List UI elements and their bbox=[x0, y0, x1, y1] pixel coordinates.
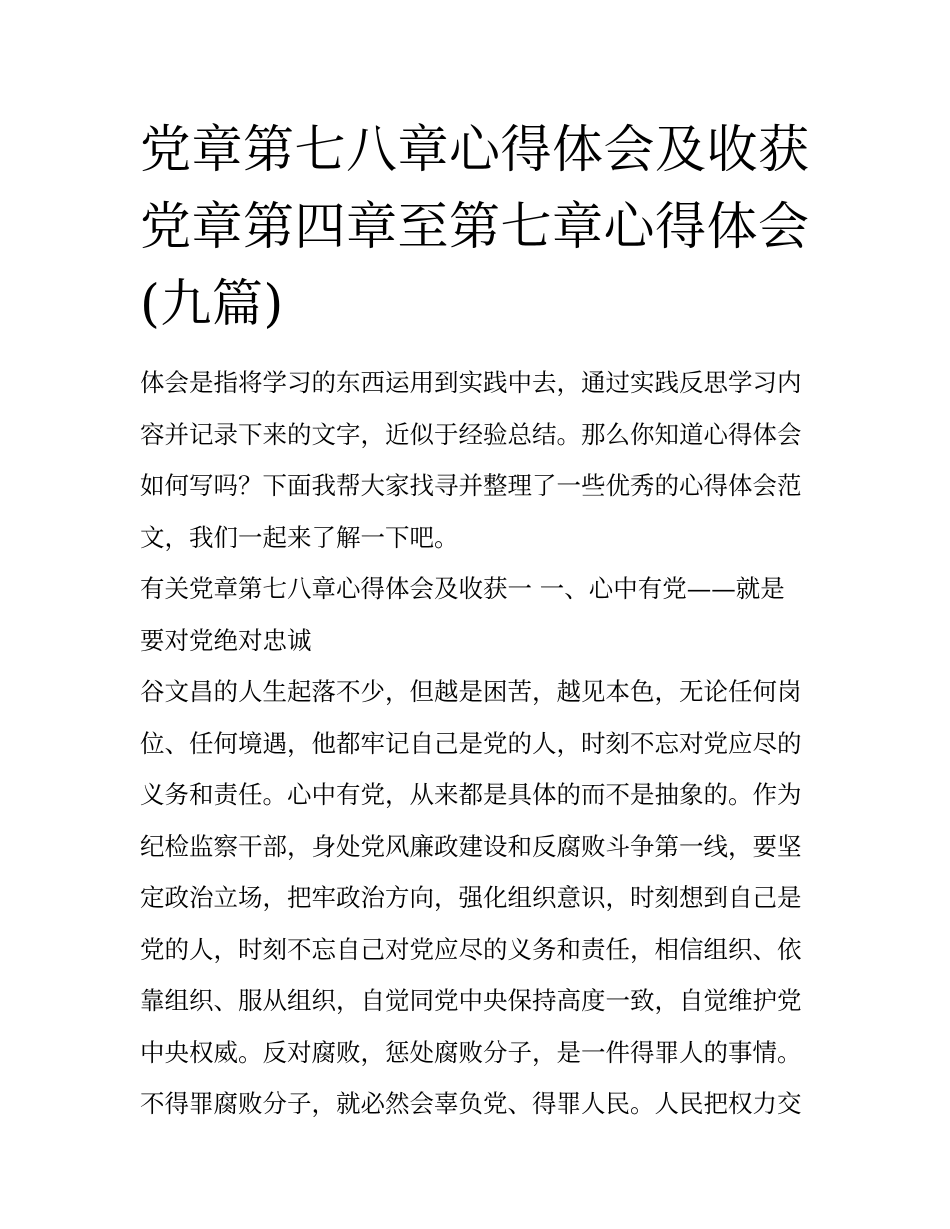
title-line-3: (九篇) bbox=[140, 275, 284, 334]
document-title bbox=[140, 112, 830, 343]
body-line: 文，我们一起来了解一下吧。 bbox=[140, 522, 459, 552]
body-line: 定政治立场，把牢政治方向，强化组织意识，时刻想到自己是 bbox=[140, 883, 802, 912]
body-line: 不得罪腐败分子，就必然会辜负党、得罪人民。人民把权力交 bbox=[140, 1089, 802, 1118]
body-line: 靠组织、服从组织，自觉同党中央保持高度一致，自觉维护党 bbox=[140, 986, 802, 1015]
title-line-1: 党章第七八章心得体会及收获 bbox=[140, 121, 810, 180]
title-line-2: 党章第四章至第七章心得体会 bbox=[140, 198, 810, 257]
body-line: 容并记录下来的文字，近似于经验总结。那么你知道心得体会 bbox=[140, 419, 802, 449]
body-line: 如何写吗？下面我帮大家找寻并整理了一些优秀的心得体会范 bbox=[140, 471, 802, 500]
body-line: 位、任何境遇，他都牢记自己是党的人，时刻不忘对党应尽的 bbox=[140, 728, 802, 758]
section-heading-line: 要对党绝对忠诚 bbox=[140, 625, 312, 655]
body-line: 体会是指将学习的东西运用到实践中去，通过实践反思学习内 bbox=[140, 368, 802, 397]
body-line: 党的人，时刻不忘自己对党应尽的义务和责任，相信组织、依 bbox=[140, 934, 802, 964]
body-line: 纪检监察干部，身处党风廉政建设和反腐败斗争第一线，要坚 bbox=[140, 831, 802, 861]
body-line: 义务和责任。心中有党，从来都是具体的而不是抽象的。作为 bbox=[140, 780, 802, 809]
document-body bbox=[140, 357, 820, 1130]
body-line: 谷文昌的人生起落不少，但越是困苦，越见本色，无论任何岗 bbox=[140, 677, 802, 706]
body-line: 中央权威。反对腐败，惩处腐败分子，是一件得罪人的事情。 bbox=[140, 1037, 802, 1067]
section-heading-line: 有关党章第七八章心得体会及收获一 一、心中有党——就是 bbox=[140, 574, 785, 603]
